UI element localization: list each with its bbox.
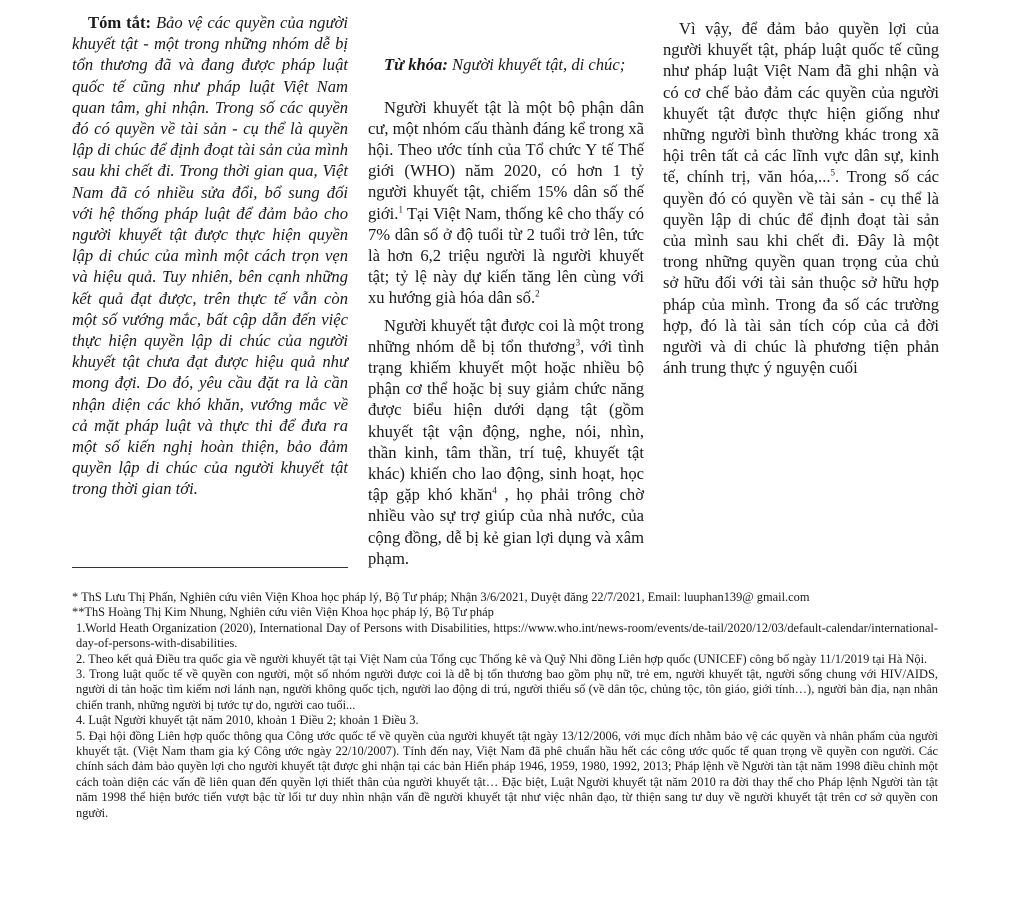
footnote-ref-1: 1 [398, 204, 403, 215]
body-text: , với tình trạng khiếm khuyết một hoặc nhiều bộ phận cơ thể hoặc bị suy giảm chức năng được biểu hiện dưới dạng tật (gồm khuyết tật vận động, nghe, nói, nhìn, thần kinh, tâm thần, trí tuệ, khuyết tật khác) khiến cho lao động, sinh hoạt, học tập gặp khó khăn [368, 336, 644, 505]
footnote-ref-5: 5 [830, 167, 835, 178]
body-text: . Trong số các quyền đó có quyền về tài sản - cụ thể là quyền lập di chúc để định đoạt tài sản của mình sau khi chết đi. Đây là một trong những quyền quan trọng của chủ sở hữu đối với tài sản thuộc sở hữu hợp pháp của mình. Trong đa số các trường hợp, đó là tài sản tích cóp của cả đời người và di chúc là phương tiện phản ánh trung thực ý nguyện cuối [663, 167, 939, 378]
footnote-divider [72, 567, 348, 568]
body-text: Vì vậy, để đảm bảo quyền lợi của người khuyết tật, pháp luật quốc tế cũng như pháp luật Việt Nam đã ghi nhận và có cơ chế bảo đảm các quyền của người khuyết tật được thực hiện giống như những người bình thường khác trong xã hội trên tất cả các lĩnh vực dân sự, kinh tế, chính trị, văn hóa,... [663, 19, 939, 187]
footnote-1: 1.World Heath Organization (2020), International Day of Persons with Disabilities, https://www.who.int/news-room/events/de-tail/2020/12/03/default-calendar/international-day-of-persons-with-disabilities. [76, 620, 938, 651]
footnote-ref-4: 4 [492, 485, 497, 496]
column-left [72, 12, 348, 500]
body-paragraph-2 [368, 315, 644, 569]
body-paragraph-1 [368, 97, 644, 309]
body-paragraph-3 [663, 18, 939, 378]
body-text: Tại Việt Nam, thống kê cho thấy có 7% dân số ở độ tuổi từ 2 tuổi trở lên, tức là hơn 6,2 triệu người là người khuyết tật; tỷ lệ này dự kiến tăng lên cùng với xu hướng già hóa dân số. [368, 203, 644, 308]
abstract-continuation-space [368, 12, 644, 54]
body-text: Người khuyết tật được coi là một trong những nhóm dễ bị tổn thương [368, 315, 644, 356]
footnote-author-2: **ThS Hoàng Thị Kim Nhung, Nghiên cứu viên Viện Khoa học pháp lý, Bộ Tư pháp [72, 605, 494, 620]
abstract-label: Tóm tắt: [88, 13, 152, 32]
footnote-ref-2: 2 [535, 288, 540, 299]
keywords-text: Người khuyết tật, di chúc; [452, 55, 626, 75]
column-right [663, 12, 939, 378]
keywords-label: Từ khóa: [384, 55, 448, 75]
footnote-5: 5. Đại hội đồng Liên hợp quốc thông qua Công ước quốc tế về quyền của người khuyết tật ngày 13/12/2006, với mục đích nhằm bảo vệ các quyền và nhân phẩm của người khuyết tật. (Việt Nam tham gia ký Công ước ngày 22/10/2007). Tính đến nay, Việt Nam đã phê chuẩn hầu hết các công ước quốc tế quan trọng về quyền con người. Các chính sách đảm bảo quyền lợi cho người khuyết tật được ghi nhận tại các bản Hiến pháp 1946, 1959, 1980, 1992, 2013; Pháp lệnh về Người tàn tật năm 1998 điều chỉnh một cách toàn diện các vấn đề liên quan đến quyền lợi thiết thân của người khuyết tật… Đặc biệt, Luật Người khuyết tật năm 2010 ra đời thay thế cho Pháp lệnh Người tàn tật năm 1998 thể hiện bước tiến vượt bậc từ lối tư duy nhìn nhận vấn đề người khuyết tật như việc nhân đạo, từ thiện sang tư duy về người khuyết tật trên cơ sở quyền con người. [76, 728, 938, 820]
paragraph-gap [368, 76, 644, 97]
footnote-ref-3: 3 [575, 337, 581, 348]
abstract-paragraph [72, 12, 348, 500]
body-text: , họ phải trông chờ nhiều vào sự trợ giúp của nhà nước, của cộng đồng, dễ bị kẻ gian lợi dụng và xâm phạm. [368, 485, 644, 568]
column-middle [368, 12, 644, 569]
footnotes [72, 590, 938, 821]
body-text: Người khuyết tật là một bộ phận dân cư, một nhóm cấu thành đáng kể trong xã hội. Theo ước tính của Tổ chức Y tế Thế giới (WHO) năm 2020, có hơn 1 tỷ người khuyết tật, chiếm 15% dân số thế giới. [368, 97, 644, 223]
footnote-4: 4. Luật Người khuyết tật năm 2010, khoản 1 Điều 2; khoản 1 Điều 3. [76, 713, 419, 728]
footnote-2: 2. Theo kết quả Điều tra quốc gia về người khuyết tật tại Việt Nam của Tổng cục Thống kê và Quỹ Nhi đồng Liên hợp quốc (UNICEF) công bố ngày 11/1/2019 tại Hà Nội. [76, 651, 928, 666]
footnote-author-1: * ThS Lưu Thị Phấn, Nghiên cứu viên Viện Khoa học pháp lý, Bộ Tư pháp; Nhận 3/6/2021, Duyệt đăng 22/7/2021, Email: luuphan139@ gmail.com [72, 590, 810, 604]
keywords-paragraph [368, 54, 644, 75]
footnote-3: 3. Trong luật quốc tế về quyền con người, một số nhóm người được coi là dễ bị tổn thương bao gồm phụ nữ, trẻ em, người khuyết tật, người sống chung với HIV/AIDS, người di tản hoặc tìm kiếm nơi lánh nạn, người không quốc tịch, người lao động di trú, người thiểu số (về dân tộc, chủng tộc, tôn giáo, giới tính…), người bản địa, nạn nhân chiến tranh, những người bị tước tự do, người cao tuổi... [76, 667, 938, 712]
abstract-text: Bảo vệ các quyền của người khuyết tật - một trong những nhóm dễ bị tổn thương đã và đang được pháp luật quốc tế cũng như pháp luật Việt Nam quan tâm, ghi nhận. Trong số các quyền đó có quyền về tài sản - cụ thể là quyền lập di chúc để định đoạt tài sản của mình sau khi chết đi. Trong thời gian qua, Việt Nam đã có nhiều sửa đổi, bổ sung đối với hệ thống pháp luật để đảm bảo cho người khuyết tật được thực hiện quyền lập di chúc của mình một cách trọn vẹn và hiệu quả. Tuy nhiên, bên cạnh những kết quả đạt được, trên thực tế vẫn còn một số vướng mắc, bất cập dẫn đến việc thực hiện quyền lập di chúc của người khuyết tật chưa đạt được hiệu quả như mong đợi. Do đó, yêu cầu đặt ra là cần nhận diện các khó khăn, vướng mắc về cả mặt pháp luật và thực thi để đưa ra một số kiến nghị hoàn thiện, bảo đảm quyền lập di chúc của người khuyết tật trong thời gian tới. [72, 13, 348, 499]
